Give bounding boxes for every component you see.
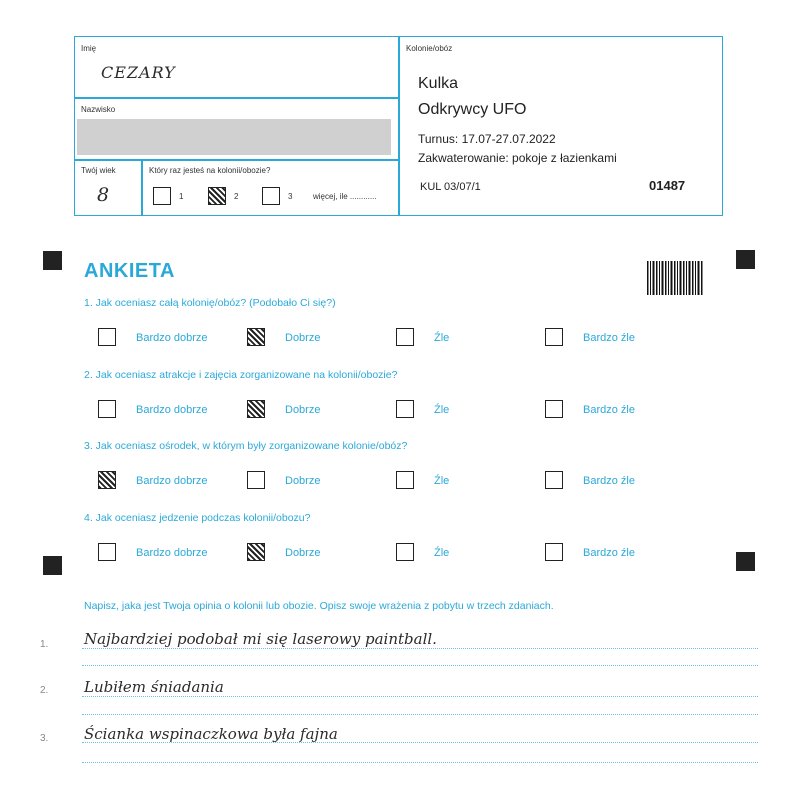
option-label: Bardzo źle	[583, 404, 635, 416]
age-value: 8	[97, 184, 110, 206]
answer-checkbox[interactable]	[396, 471, 414, 489]
answer-text[interactable]: Najbardziej podobał mi się laserowy paintball.	[84, 630, 437, 648]
answer-checkbox[interactable]	[396, 328, 414, 346]
question-text: 1. Jak oceniasz całą kolonię/obóz? (Podobało Ci się?)	[84, 297, 336, 309]
answer-checkbox[interactable]	[98, 543, 116, 561]
times-more-label: więcej, ile ............	[313, 192, 377, 201]
camp-name: Kulka	[418, 75, 459, 92]
answer-checkbox[interactable]	[98, 471, 116, 489]
answer-checkbox[interactable]	[545, 471, 563, 489]
answer-checkbox[interactable]	[247, 400, 265, 418]
option-label: Dobrze	[285, 547, 321, 559]
answer-line	[82, 696, 758, 697]
times-option-1: 1	[179, 192, 184, 201]
option-label: Bardzo dobrze	[136, 332, 208, 344]
answer-text[interactable]: Lubiłem śniadania	[84, 678, 224, 696]
option-label: Bardzo źle	[583, 547, 635, 559]
answer-checkbox[interactable]	[545, 328, 563, 346]
option-label: Bardzo dobrze	[136, 404, 208, 416]
option-label: Źle	[434, 332, 450, 344]
header-form	[74, 36, 723, 216]
camp-theme: Odkrywcy UFO	[418, 101, 527, 118]
camp-code: KUL 03/07/1	[420, 181, 481, 193]
times-checkbox-3[interactable]	[262, 187, 280, 205]
header-line	[75, 159, 398, 161]
option-label: Dobrze	[285, 404, 321, 416]
name-label: Imię	[81, 44, 97, 53]
option-label: Dobrze	[285, 475, 321, 487]
accommodation: Zakwaterowanie: pokoje z łazienkami	[418, 151, 617, 165]
answer-text[interactable]: Ścianka wspinaczkowa była fajna	[84, 725, 338, 743]
option-label: Bardzo źle	[583, 332, 635, 344]
answer-line	[82, 714, 758, 715]
answer-number: 1.	[40, 639, 49, 650]
answer-checkbox[interactable]	[247, 471, 265, 489]
form-number: 01487	[649, 178, 686, 193]
survey-title: ANKIETA	[84, 260, 175, 282]
answer-checkbox[interactable]	[98, 400, 116, 418]
surname-label: Nazwisko	[81, 105, 116, 114]
times-label: Który raz jesteś na kolonii/obozie?	[149, 166, 271, 175]
opinion-prompt: Napisz, jaka jest Twoja opinia o kolonii lub obozie. Opisz swoje wrażenia z pobytu w trzech zdaniach.	[84, 600, 554, 612]
age-label: Twój wiek	[81, 166, 116, 175]
barcode	[647, 261, 703, 295]
answer-checkbox[interactable]	[545, 400, 563, 418]
times-checkbox-2[interactable]	[208, 187, 226, 205]
header-divider	[398, 37, 400, 215]
registration-marker	[43, 556, 62, 575]
turnus: Turnus: 17.07-27.07.2022	[418, 132, 556, 146]
answer-line	[82, 762, 758, 763]
answer-checkbox[interactable]	[396, 400, 414, 418]
registration-marker	[736, 250, 755, 269]
answer-number: 3.	[40, 733, 49, 744]
option-label: Bardzo dobrze	[136, 547, 208, 559]
registration-marker	[43, 251, 62, 270]
question-text: 2. Jak oceniasz atrakcje i zajęcia zorganizowane na kolonii/obozie?	[84, 369, 398, 381]
header-line	[141, 159, 143, 215]
option-label: Dobrze	[285, 332, 321, 344]
answer-checkbox[interactable]	[247, 328, 265, 346]
registration-marker	[736, 552, 755, 571]
times-option-3: 3	[288, 192, 293, 201]
option-label: Źle	[434, 547, 450, 559]
header-line	[75, 97, 398, 99]
times-checkbox-1[interactable]	[153, 187, 171, 205]
camp-label: Kolonie/obóz	[406, 44, 453, 53]
answer-checkbox[interactable]	[396, 543, 414, 561]
answer-checkbox[interactable]	[247, 543, 265, 561]
times-option-2: 2	[234, 192, 239, 201]
answer-checkbox[interactable]	[545, 543, 563, 561]
option-label: Bardzo źle	[583, 475, 635, 487]
answer-number: 2.	[40, 685, 49, 696]
name-value: CEZARY	[101, 63, 176, 82]
option-label: Bardzo dobrze	[136, 475, 208, 487]
option-label: Źle	[434, 404, 450, 416]
option-label: Źle	[434, 475, 450, 487]
answer-line	[82, 742, 758, 743]
answer-checkbox[interactable]	[98, 328, 116, 346]
answer-line	[82, 648, 758, 649]
surname-redacted	[77, 119, 391, 155]
answer-line	[82, 665, 758, 666]
question-text: 4. Jak oceniasz jedzenie podczas kolonii/obozu?	[84, 512, 311, 524]
question-text: 3. Jak oceniasz ośrodek, w którym były zorganizowane kolonie/obóz?	[84, 440, 408, 452]
